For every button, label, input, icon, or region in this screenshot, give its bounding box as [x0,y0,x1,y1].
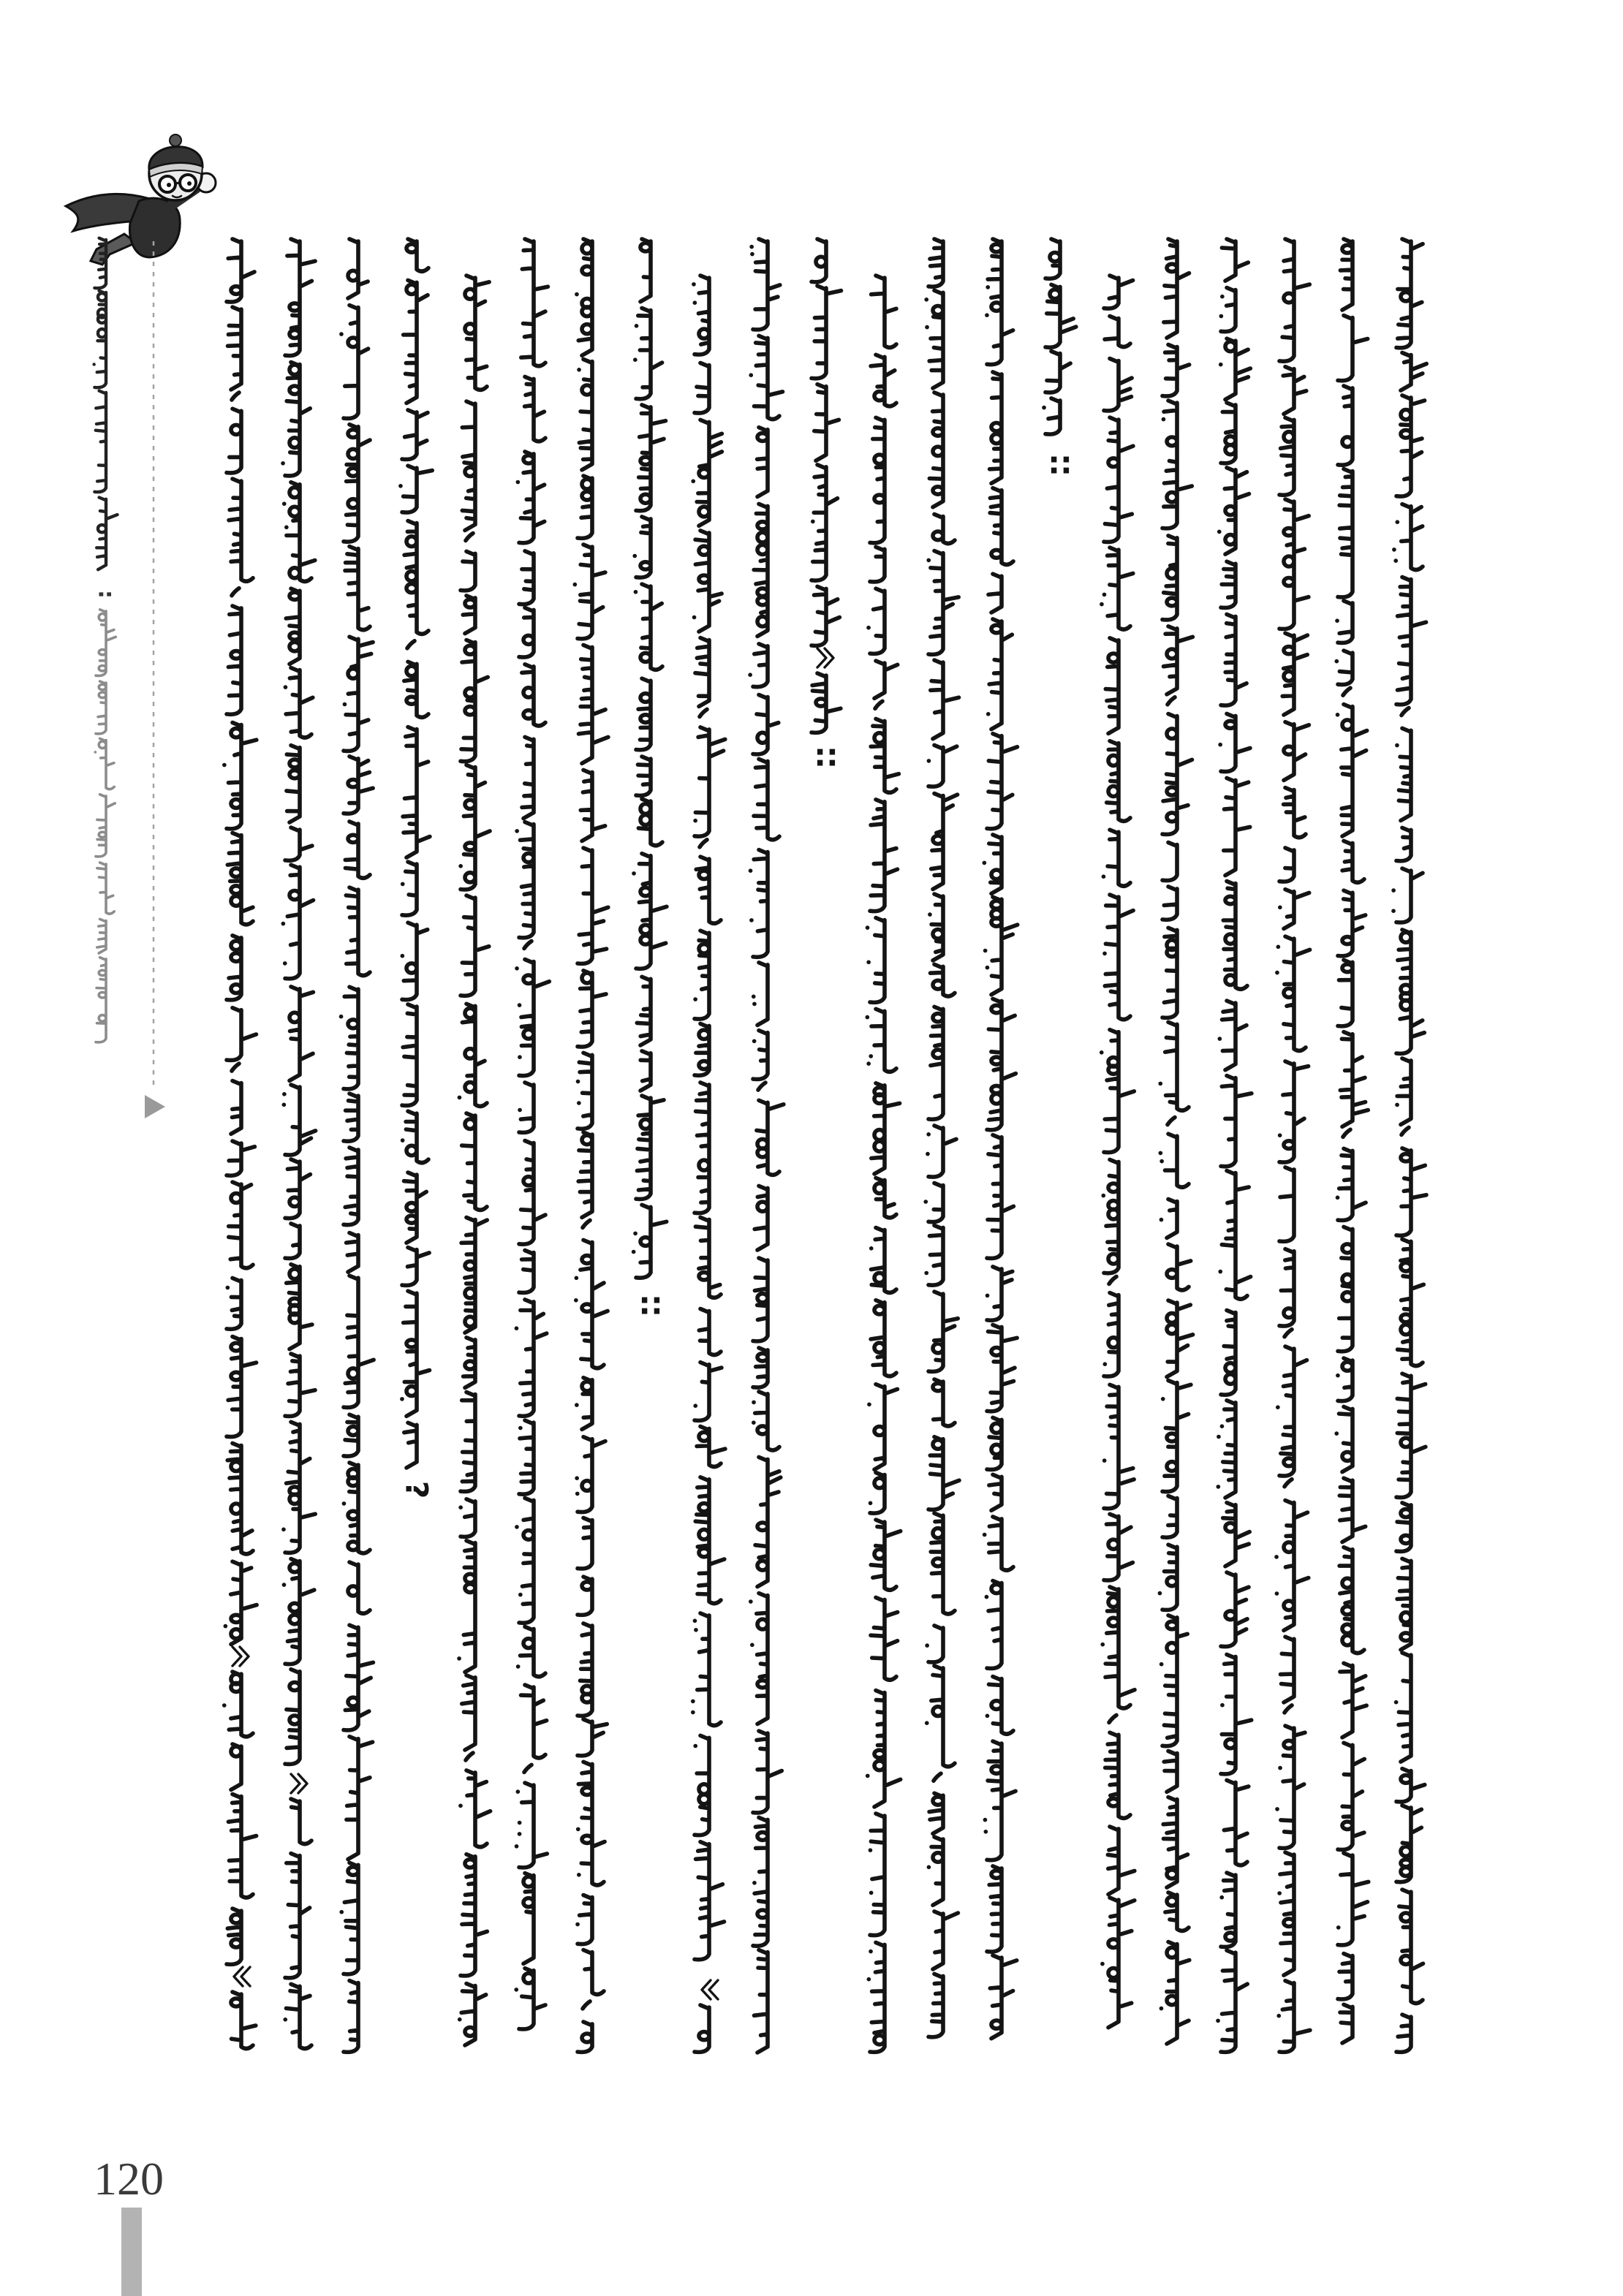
text-column [693,276,725,2052]
text-column [341,239,374,2052]
text-column [1336,239,1369,2043]
cartoon-boy-illustration [66,134,216,265]
text-column-glyphs [575,239,608,2052]
text-column [1044,239,1076,481]
text-column [399,239,435,1499]
text-column [867,276,900,2052]
header-subtitle-glyphs [95,610,116,1042]
margin-tab-bar [121,2208,142,2296]
text-column-glyphs [1102,276,1135,2028]
text-column-glyphs [283,239,316,2049]
full-stop-holder [638,1286,663,1322]
header-colon-holder [94,590,119,599]
running-header-text [94,238,118,1042]
text-column-glyphs [867,276,900,2052]
header-colon: : [93,590,119,599]
text-column-glyphs [516,239,549,2029]
page-number: 120 [94,2153,164,2205]
text-column-glyphs [1393,239,1426,2052]
header-title-glyphs [94,238,118,570]
text-column [459,276,491,2045]
text-column [634,239,667,1322]
hat-pompom [170,134,181,146]
header-triangle-icon [145,1095,165,1118]
text-column [1276,239,1310,2052]
text-column [812,239,841,773]
text-column-glyphs [1044,239,1076,434]
full-stop-mark: :: [814,737,839,773]
close-quote-mark [232,1647,249,1666]
text-column-glyphs [224,239,257,2049]
text-column-glyphs [1159,239,1192,2044]
text-column-glyphs [750,239,784,2053]
text-column-glyphs [984,239,1017,2039]
text-column-glyphs [1218,239,1252,2052]
text-column-glyphs [1336,239,1369,2043]
text-column-glyphs [401,239,432,1468]
text-column [1218,239,1252,2052]
text-column [1393,239,1426,2052]
question-mark-holder [399,1481,435,1499]
text-column [224,239,257,2049]
text-column-glyphs [926,239,959,2037]
body-text [224,239,1427,2053]
close-quote-mark [291,1774,307,1793]
text-column-glyphs [1276,239,1310,2052]
running-header [94,238,166,1118]
text-column [1102,276,1135,2028]
text-column [516,239,549,2029]
full-stop-holder [1048,445,1072,481]
text-column-glyphs [459,276,491,2045]
text-column [283,239,316,2049]
text-column [1159,239,1192,2044]
text-column [926,239,959,2037]
text-column [984,239,1017,2039]
text-column-glyphs [341,239,374,2052]
full-stop-mark: :: [1048,444,1072,481]
legs [91,234,136,265]
open-quote-mark [702,1980,718,1999]
question-mark: ? [398,1480,435,1499]
text-column [575,239,608,2052]
full-stop-mark: :: [638,1285,663,1322]
close-quote-mark [817,648,833,667]
text-column [750,239,784,2053]
text-column-glyphs [634,239,667,1278]
full-stop-holder [814,738,839,773]
text-column-glyphs [693,276,725,2052]
open-quote-mark [234,1967,250,1986]
